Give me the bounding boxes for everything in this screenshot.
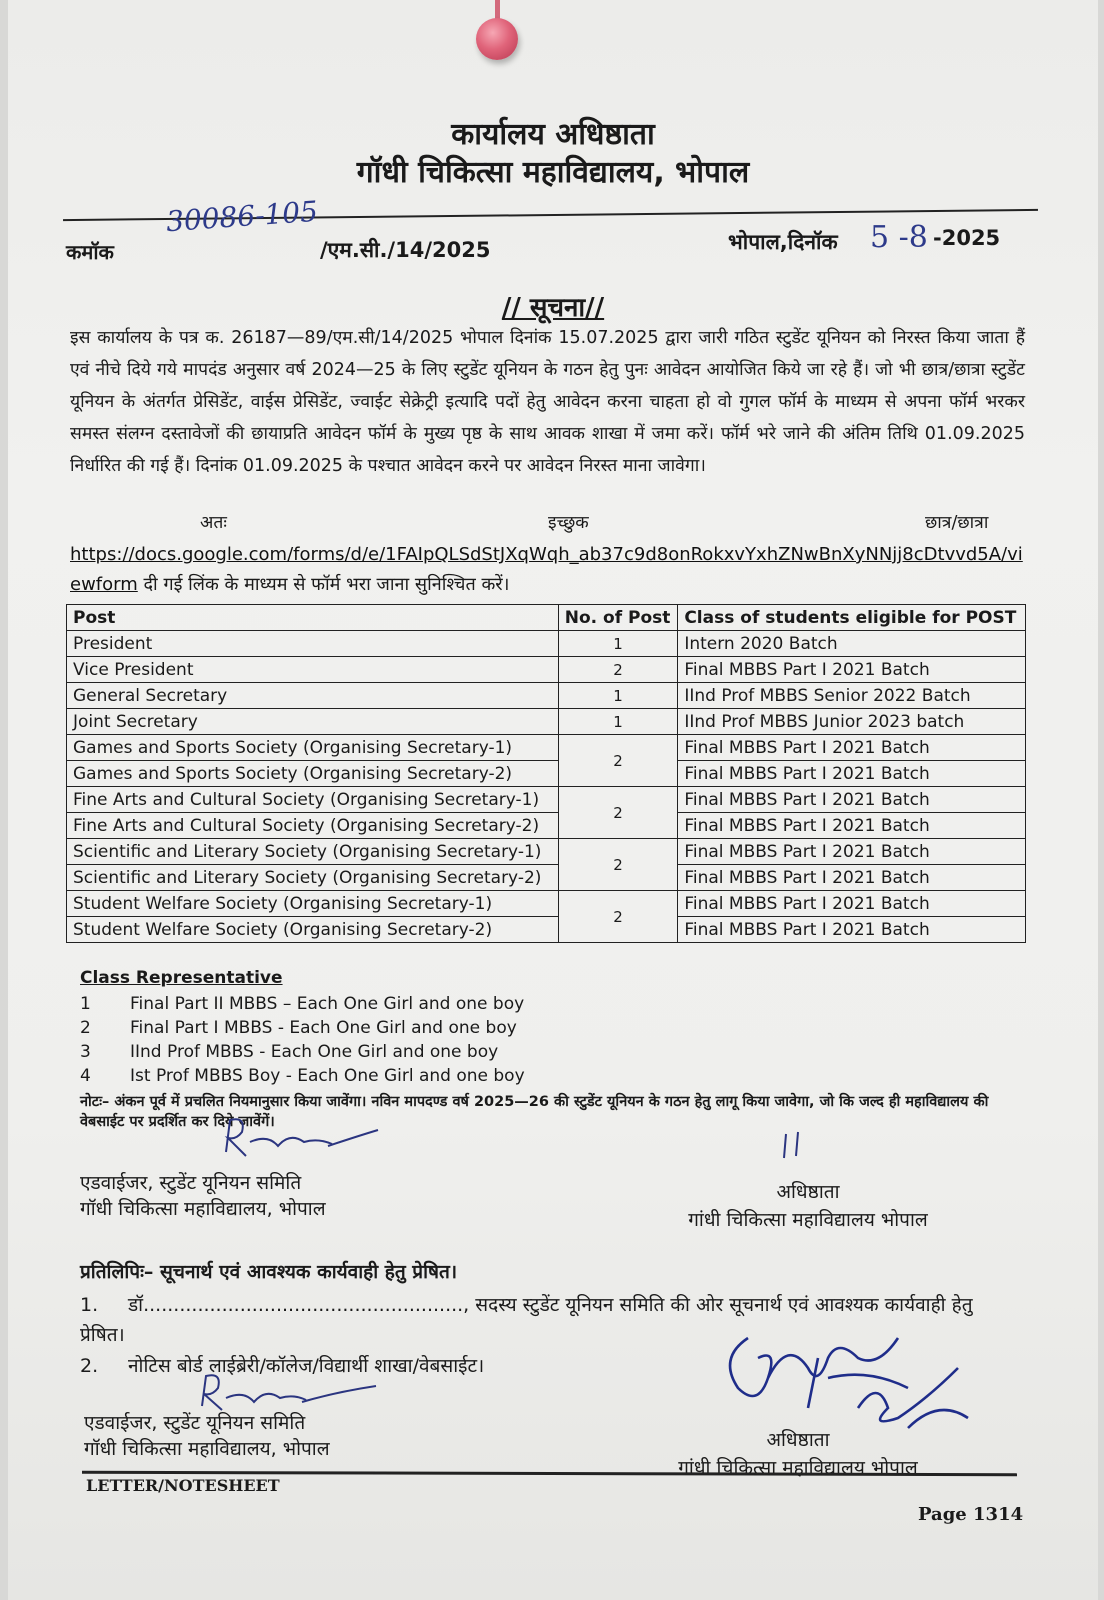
- dean-block-1: [658, 1178, 958, 1234]
- eligible-cell: Final MBBS Part I 2021 Batch: [678, 891, 1026, 917]
- eligible-cell: Final MBBS Part I 2021 Batch: [678, 735, 1026, 761]
- item-text: Final Part II MBBS – Each One Girl and one boy: [130, 994, 525, 1014]
- item-number: 4: [80, 1066, 91, 1086]
- post-cell: Scientific and Literary Society (Organising Secretary-2): [67, 865, 559, 891]
- item-text: IInd Prof MBBS - Each One Girl and one boy: [130, 1042, 499, 1062]
- advisor-college: गॉधी चिकित्सा महाविद्यालय, भोपाल: [84, 1438, 330, 1460]
- dean-initial-mark: [778, 1128, 818, 1168]
- eligible-cell: Final MBBS Part I 2021 Batch: [678, 865, 1026, 891]
- count-cell: 2: [558, 891, 678, 943]
- push-pin-icon: [476, 18, 518, 60]
- college-heading: गॉधी चिकित्सा महाविद्यालय, भोपाल: [356, 155, 750, 190]
- notice-paper: [8, 0, 1098, 1600]
- table-row: [67, 917, 1026, 943]
- item-number: 3: [80, 1042, 91, 1062]
- table-row: [67, 891, 1026, 917]
- copy-heading: प्रतिलिपिः– सूचनार्थ एवं आवश्यक कार्यवाही हेतु प्रेषित।: [80, 1261, 458, 1283]
- eligible-cell: Intern 2020 Batch: [678, 631, 1026, 657]
- list-item: [80, 1064, 525, 1088]
- table-row: [67, 735, 1026, 761]
- eligible-cell: IInd Prof MBBS Senior 2022 Batch: [678, 683, 1026, 709]
- class-rep-list: [80, 992, 525, 1088]
- eligible-cell: Final MBBS Part I 2021 Batch: [678, 657, 1026, 683]
- post-cell: Games and Sports Society (Organising Secretary-2): [67, 761, 559, 787]
- post-cell: President: [67, 631, 559, 657]
- eligible-cell: Final MBBS Part I 2021 Batch: [678, 917, 1026, 943]
- eligible-cell: IInd Prof MBBS Junior 2023 batch: [678, 709, 1026, 735]
- form-link-line: [70, 540, 1030, 600]
- eligible-cell: Final MBBS Part I 2021 Batch: [678, 839, 1026, 865]
- copy-number: 1.: [80, 1294, 99, 1316]
- item-text: Final Part I MBBS - Each One Girl and one boy: [130, 1018, 517, 1038]
- google-form-link[interactable]: https://docs.google.com/forms/d/e/1FAIpQLSdStJXqWqh_ab37c9d8onRokxvYxhZNwBnXyNNjj8cDtvvd5A/viewform: [70, 544, 1023, 595]
- advisor-college: गॉधी चिकित्सा महाविद्यालय, भोपाल: [80, 1198, 326, 1220]
- reference-suffix: /एम.सी./14/2025: [320, 238, 491, 262]
- header-post: Post: [67, 605, 559, 631]
- page-number: Page 1314: [918, 1504, 1024, 1525]
- reference-label: कमॉक: [66, 240, 114, 264]
- table-row: [67, 709, 1026, 735]
- table-row: [67, 761, 1026, 787]
- advisor-title: एडवाईजर, स्टुडेंट यूनियन समिति: [84, 1412, 306, 1434]
- handwritten-date: 5 -8: [870, 220, 928, 255]
- chhatra-word: छात्र/छात्रा: [925, 513, 989, 533]
- header-eligible-class: Class of students eligible for POST: [678, 605, 1026, 631]
- table-row: [67, 683, 1026, 709]
- post-cell: Fine Arts and Cultural Society (Organising Secretary-2): [67, 813, 559, 839]
- dean-title: अधिष्ठाता: [776, 1181, 840, 1203]
- table-row: [67, 865, 1026, 891]
- count-cell: 2: [558, 735, 678, 787]
- dean-title: अधिष्ठाता: [766, 1429, 830, 1451]
- copy-text: डॉ....................................................., सदस्य स्टुडेंट यूनियन समिति की ओर सूचनार्थ एवं आवश्यक कार्यवाही हेतु प्रेषित।: [80, 1294, 973, 1346]
- list-item: [80, 992, 525, 1016]
- advisor-block-2: [84, 1410, 330, 1462]
- table-row: [67, 657, 1026, 683]
- post-cell: General Secretary: [67, 683, 559, 709]
- eligible-cell: Final MBBS Part I 2021 Batch: [678, 813, 1026, 839]
- dean-college: गांधी चिकित्सा महाविद्यालय भोपाल: [678, 1457, 918, 1479]
- office-heading: कार्यालय अधिष्ठाता: [451, 117, 655, 152]
- ata-word: अतः: [200, 513, 227, 533]
- list-item: [80, 1040, 525, 1064]
- post-cell: Scientific and Literary Society (Organising Secretary-1): [67, 839, 559, 865]
- copy-text: नोटिस बोर्ड लाईब्रेरी/कॉलेज/विद्यार्थी शाखा/वेबसाईट।: [128, 1355, 485, 1377]
- table-row: [67, 813, 1026, 839]
- item-number: 1: [80, 994, 91, 1014]
- count-cell: 2: [558, 787, 678, 839]
- count-cell: 1: [558, 631, 678, 657]
- list-item: [80, 1016, 525, 1040]
- link-suffix: दी गई लिंक के माध्यम से फॉर्म भरा जाना सुनिश्चित करें।: [143, 574, 510, 595]
- header-no-of-post: No. of Post: [558, 605, 678, 631]
- post-cell: Joint Secretary: [67, 709, 559, 735]
- posts-table: [66, 604, 1026, 943]
- table-header-row: [67, 605, 1026, 631]
- advisor-title: एडवाईजर, स्टुडेंट यूनियन समिति: [80, 1172, 302, 1194]
- date-year: -2025: [933, 226, 1001, 250]
- letter-notesheet-label: LETTER/NOTESHEET: [86, 1476, 280, 1495]
- post-cell: Student Welfare Society (Organising Secretary-2): [67, 917, 559, 943]
- date-label: भोपाल,दिनॉक: [728, 230, 838, 254]
- dean-college: गांधी चिकित्सा महाविद्यालय भोपाल: [688, 1209, 928, 1231]
- copy-number: 2.: [80, 1355, 99, 1377]
- count-cell: 2: [558, 839, 678, 891]
- handwritten-reference-number: 30086-105: [165, 194, 319, 239]
- table-row: [67, 787, 1026, 813]
- post-cell: Vice President: [67, 657, 559, 683]
- eligible-cell: Final MBBS Part I 2021 Batch: [678, 761, 1026, 787]
- eligible-cell: Final MBBS Part I 2021 Batch: [678, 787, 1026, 813]
- note-text: नोटः– अंकन पूर्व में प्रचलित नियमानुसार किया जावेंगा। नविन मापदण्ड वर्ष 2025—26 की स्टुडेंट यूनियन के गठन हेतु लागू किया जावेगा, जो कि जल्द ही महाविद्यालय की वेबसाईट पर प्रदर्शित कर दिये जावेंगें।: [80, 1094, 989, 1130]
- ichchhuk-word: इच्छुक: [548, 513, 589, 533]
- count-cell: 1: [558, 683, 678, 709]
- notice-body: इस कार्यालय के पत्र क. 26187—89/एम.सी/14/2025 भोपाल दिनांक 15.07.2025 द्वारा जारी गठित स्टुडेंट यूनियन को निरस्त किया जाता हैं एवं नीचे दिये गये मापदंड अनुसार वर्ष 2024—25 के लिए स्टुडेंट यूनियन के गठन हेतु पुनः आवेदन आयोजित किये जा रहे हैं। जो भी छात्र/छात्रा स्टुडेंट यूनियन के अंतर्गत प्रेसिडेंट, वाईस प्रेसिडेंट, ज्वाईट सेक्रेट्री इत्यादि पदों हेतु आवेदन करना चाहता हो वो गुगल फॉर्म के माध्यम से अपना फॉर्म भरकर समस्त संलग्न दस्तावेजों की छायाप्रति आवेदन फॉर्म के मुख्य पृष्ठ के साथ आवक शाखा में जमा करें। फॉर्म भरे जाने की अंतिम तिथि 01.09.2025 निर्धारित की गई हैं। दिनांक 01.09.2025 के पश्चात आवेदन करने पर आवेदन निरस्त माना जावेगा।: [70, 328, 1025, 476]
- notice-title: // सूचना//: [501, 293, 605, 323]
- post-cell: Games and Sports Society (Organising Secretary-1): [67, 735, 559, 761]
- item-text: Ist Prof MBBS Boy - Each One Girl and one boy: [130, 1066, 525, 1086]
- table-row: [67, 839, 1026, 865]
- count-cell: 2: [558, 657, 678, 683]
- table-row: [67, 631, 1026, 657]
- post-cell: Fine Arts and Cultural Society (Organising Secretary-1): [67, 787, 559, 813]
- class-rep-title: Class Representative: [80, 968, 283, 988]
- advisor-block-1: [80, 1170, 326, 1222]
- post-cell: Student Welfare Society (Organising Secretary-1): [67, 891, 559, 917]
- count-cell: 1: [558, 709, 678, 735]
- item-number: 2: [80, 1018, 91, 1038]
